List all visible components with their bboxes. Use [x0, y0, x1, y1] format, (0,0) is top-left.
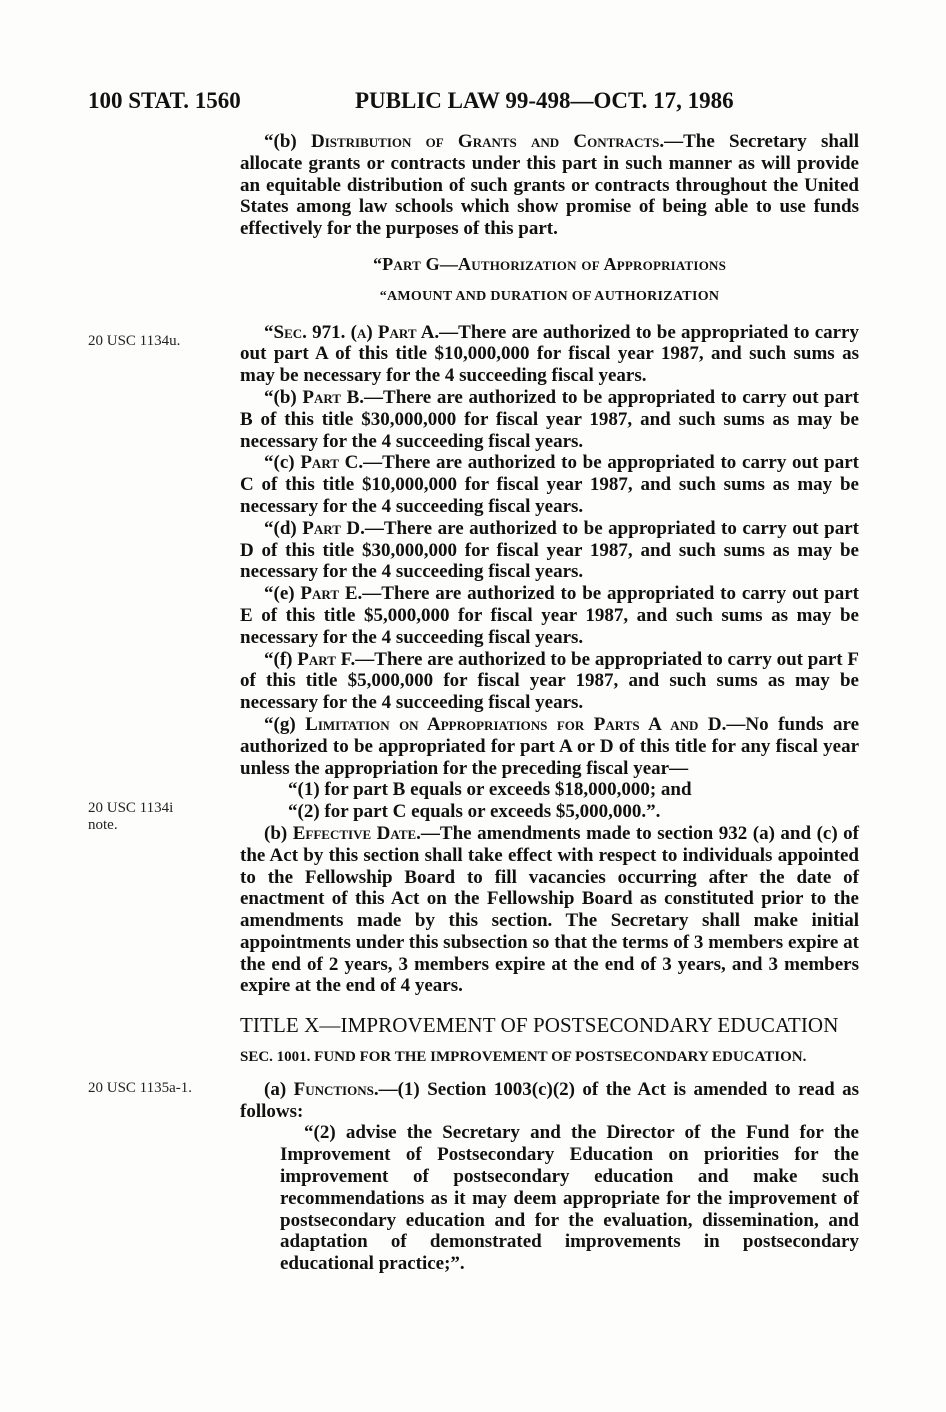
functions-caption: Functions. [293, 1078, 379, 1100]
margin-note-1134i-line1: 20 USC 1134i [88, 800, 174, 816]
part-d-text: —There are authorized to be appropriated to carry out part D of this title $30,000,000 for fiscal year 1987, and such sums as may be necessary for the 4 succeeding fiscal years. [240, 517, 859, 583]
part-e-text: —There are authorized to be appropriated to carry out part E of this title $5,000,000 for fiscal year 1987, and such sums as may be necessary for the 4 succeeding fiscal years. [240, 583, 859, 648]
functions-text: —(1) Section 1003(c)(2) of the Act is amended to read as follows: [240, 1078, 860, 1122]
subsection-b-distribution [240, 131, 859, 240]
effective-date-text: —The amendments made to section 932 (a) and (c) of the Act by this section shall take effect with respect to individuals appointed to the Fellowship Board to fill vacancies occurring after the date of enactment of this Act on the Fellowship Board as constituted prior to the amendments made by this section. The Secretary shall make initial appointments under this subsection so that the terms of 3 members expire at the end of 2 years, 3 members expire at the end of 3 years, and 3 members expire at the end of 4 years. [240, 822, 860, 997]
section-971-part: Part A. [377, 321, 440, 343]
subsection-b-text: —The Secretary shall allocate grants or contracts under this part in such manner as will provide an equitable distribution of such grants or contracts throughout the United States among law schools which show promise of being able to use funds effectively for the purposes of this part. [240, 131, 859, 240]
part-c-lead: “(c) [264, 452, 301, 474]
part-b-caption: Part B. [302, 386, 365, 408]
section-971-c [240, 452, 859, 517]
running-header: PUBLIC LAW 99-498—OCT. 17, 1986 [355, 88, 734, 113]
margin-note-1134i [88, 800, 173, 834]
part-f-text: —There are authorized to be appropriated to carry out part F of this title $5,000,000 for fiscal year 1987, and such sums as may be necessary for the 4 succeeding fiscal years. [240, 648, 860, 714]
functions-paragraph [240, 1079, 859, 1123]
part-b-lead: “(b) [264, 386, 303, 408]
section-971-f [240, 649, 859, 714]
part-e-lead: “(e) [264, 583, 301, 605]
margin-note-1135a: 20 USC 1135a-1. [88, 1080, 193, 1096]
part-c-caption: Part C. [300, 452, 364, 474]
part-g-heading: “Part G—Authorization of Appropriations [372, 253, 727, 274]
subsection-b-caption: Distribution of Grants and Contracts. [310, 131, 665, 152]
part-e-caption: Part E. [300, 583, 363, 605]
section-971-e [240, 583, 859, 648]
part-b-text: —There are authorized to be appropriated to carry out part B of this title $30,000,000 for fiscal year 1987, and such sums as may be necessary for the 4 succeeding fiscal years. [240, 386, 859, 452]
section-971-g [240, 714, 859, 779]
section-971-b [240, 387, 859, 452]
amount-duration-heading: “AMOUNT AND DURATION OF AUTHORIZATION [379, 288, 720, 304]
margin-note-1134u: 20 USC 1134u. [88, 333, 181, 349]
section-971-d [240, 518, 859, 583]
section-1001-heading: SEC. 1001. FUND FOR THE IMPROVEMENT OF POSTSECONDARY EDUCATION. [240, 1049, 807, 1066]
limitation-lead: “(g) [264, 713, 306, 735]
quoted-paragraph-2: “(2) advise the Secretary and the Director of the Fund for the Improvement of Postsecondary Education on priorities for the improvement of postsecondary education and make such recommendations as it may deem appropriate for the improvement of postsecondary education and for the evaluation, dissemination, and adaptation of demonstrated improvements in postsecondary educational practice;”. [280, 1122, 859, 1275]
functions-lead: (a) [264, 1078, 294, 1100]
limitation-item-2: “(2) for part C equals or exceeds $5,000,000.”. [288, 801, 661, 823]
margin-note-1134i-line2: note. [88, 817, 118, 833]
effective-date-caption: Effective Date. [292, 822, 421, 844]
part-f-caption: Part F. [297, 648, 356, 670]
part-c-text: —There are authorized to be appropriated to carry out part C of this title $10,000,000 for fiscal year 1987, and such sums as may be necessary for the 4 succeeding fiscal years. [240, 452, 859, 517]
body-text [240, 131, 859, 1275]
effective-date-lead: (b) [264, 822, 293, 844]
limitation-item-1: “(1) for part B equals or exceeds $18,000,000; and [288, 779, 692, 801]
section-971-a [240, 322, 859, 387]
part-d-lead: “(d) [264, 517, 303, 539]
subsection-b-lead: “(b) [264, 131, 311, 152]
statute-page-number: 100 STAT. 1560 [88, 88, 241, 113]
section-971-text: —There are authorized to be appropriated to carry out part A of this title $10,000,000 for fiscal year 1987, and such sums as may be necessary for the 4 succeeding fiscal years. [240, 321, 859, 387]
limitation-caption: Limitation on Appropriations for Parts A and D. [305, 713, 727, 735]
section-971-lead: “Sec. 971. (a) [264, 321, 378, 343]
effective-date-paragraph [240, 823, 859, 997]
title-x-heading: TITLE X—IMPROVEMENT OF POSTSECONDARY EDUCATION [240, 1013, 839, 1038]
part-f-lead: “(f) [264, 648, 298, 670]
limitation-text: —No funds are authorized to be appropriated for part A or D of this title for any fiscal year unless the appropriation for the preceding fiscal year— [240, 713, 860, 779]
part-d-caption: Part D. [302, 517, 365, 539]
